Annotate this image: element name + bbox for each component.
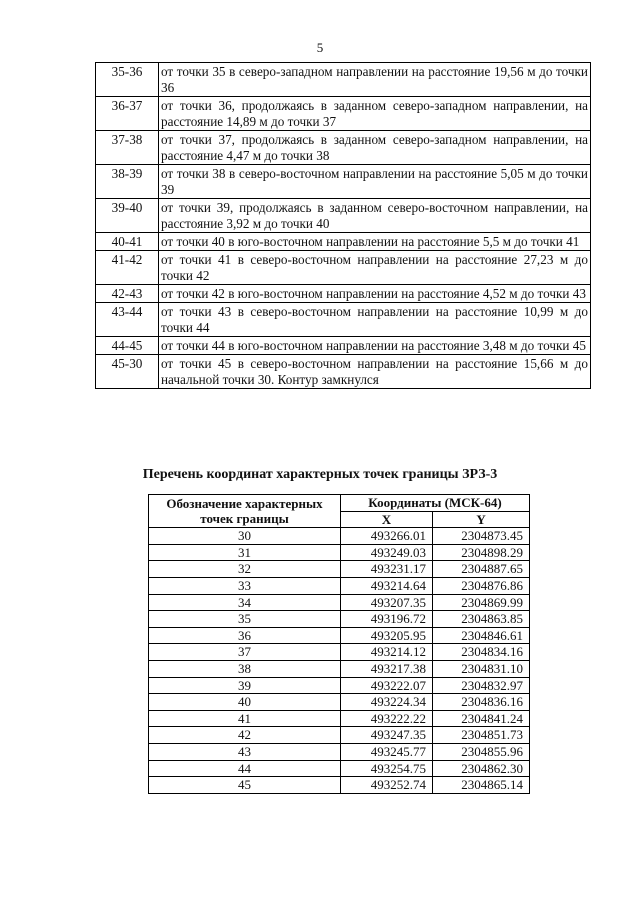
segment-row	[96, 165, 591, 199]
segment-id: 37-38	[96, 131, 159, 165]
y-value: 2304862.30	[433, 760, 530, 777]
segment-id: 44-45	[96, 337, 159, 355]
y-value: 2304855.96	[433, 743, 530, 760]
coordinates-table	[148, 494, 530, 794]
x-value: 493205.95	[341, 627, 433, 644]
x-value: 493252.74	[341, 777, 433, 794]
point-id: 38	[149, 660, 341, 677]
point-id: 35	[149, 611, 341, 628]
coordinate-row	[149, 727, 530, 744]
coordinate-row	[149, 544, 530, 561]
segment-description: от точки 35 в северо-западном направлении на расстояние 19,56 м до точки 36	[159, 63, 591, 97]
point-id: 40	[149, 694, 341, 711]
x-value: 493249.03	[341, 544, 433, 561]
x-value: 493217.38	[341, 660, 433, 677]
x-value: 493222.07	[341, 677, 433, 694]
x-value: 493196.72	[341, 611, 433, 628]
segment-id: 35-36	[96, 63, 159, 97]
y-value: 2304831.10	[433, 660, 530, 677]
coords-header: Координаты (МСК-64)	[341, 495, 530, 512]
segment-id: 36-37	[96, 97, 159, 131]
point-id: 30	[149, 528, 341, 545]
point-id: 36	[149, 627, 341, 644]
y-value: 2304873.45	[433, 528, 530, 545]
segments-body	[96, 63, 591, 389]
segment-row	[96, 131, 591, 165]
boundary-segments-table	[95, 62, 591, 389]
point-id: 37	[149, 644, 341, 661]
coordinate-row	[149, 677, 530, 694]
segment-description: от точки 43 в северо-восточном направлении на расстояние 10,99 м до точки 44	[159, 303, 591, 337]
segment-description: от точки 44 в юго-восточном направлении на расстояние 3,48 м до точки 45	[159, 337, 591, 355]
points-header: Обозначение характерных точек границы	[149, 495, 341, 528]
x-value: 493214.64	[341, 577, 433, 594]
coordinates-body	[149, 528, 530, 794]
coordinate-row	[149, 528, 530, 545]
segment-description: от точки 41 в северо-восточном направлении на расстояние 27,23 м до точки 42	[159, 251, 591, 285]
page-number: 5	[316, 40, 324, 55]
x-value: 493231.17	[341, 561, 433, 578]
point-id: 45	[149, 777, 341, 794]
y-value: 2304841.24	[433, 710, 530, 727]
coordinate-row	[149, 777, 530, 794]
coordinate-row	[149, 594, 530, 611]
segment-id: 43-44	[96, 303, 159, 337]
segment-description: от точки 38 в северо-восточном направлении на расстояние 5,05 м до точки 39	[159, 165, 591, 199]
x-value: 493247.35	[341, 727, 433, 744]
segment-id: 39-40	[96, 199, 159, 233]
segment-row	[96, 355, 591, 389]
segment-description: от точки 42 в юго-восточном направлении на расстояние 4,52 м до точки 43	[159, 285, 591, 303]
y-header: Y	[433, 511, 530, 528]
segment-row	[96, 63, 591, 97]
x-value: 493207.35	[341, 594, 433, 611]
x-value: 493224.34	[341, 694, 433, 711]
segment-row	[96, 199, 591, 233]
point-id: 42	[149, 727, 341, 744]
y-value: 2304834.16	[433, 644, 530, 661]
x-value: 493254.75	[341, 760, 433, 777]
point-id: 44	[149, 760, 341, 777]
y-value: 2304898.29	[433, 544, 530, 561]
point-id: 43	[149, 743, 341, 760]
x-value: 493266.01	[341, 528, 433, 545]
y-value: 2304863.85	[433, 611, 530, 628]
coordinate-row	[149, 644, 530, 661]
point-id: 33	[149, 577, 341, 594]
x-header: X	[341, 511, 433, 528]
segment-row	[96, 251, 591, 285]
coordinates-header	[149, 495, 530, 528]
y-value: 2304865.14	[433, 777, 530, 794]
point-id: 39	[149, 677, 341, 694]
segment-description: от точки 39, продолжаясь в заданном северо-восточном направлении, на расстояние 3,92 м до точки 40	[159, 199, 591, 233]
coordinate-row	[149, 710, 530, 727]
segment-id: 38-39	[96, 165, 159, 199]
segment-row	[96, 233, 591, 251]
segment-id: 45-30	[96, 355, 159, 389]
point-id: 34	[149, 594, 341, 611]
coordinate-row	[149, 561, 530, 578]
point-id: 31	[149, 544, 341, 561]
coordinate-row	[149, 743, 530, 760]
y-value: 2304887.65	[433, 561, 530, 578]
y-value: 2304846.61	[433, 627, 530, 644]
segment-description: от точки 36, продолжаясь в заданном северо-западном направлении, на расстояние 14,89 м до точки 37	[159, 97, 591, 131]
segment-row	[96, 337, 591, 355]
segment-description: от точки 45 в северо-восточном направлении на расстояние 15,66 м до начальной точки 30. Контур замкнулся	[159, 355, 591, 389]
coordinate-row	[149, 627, 530, 644]
segment-row	[96, 303, 591, 337]
segment-description: от точки 40 в юго-восточном направлении на расстояние 5,5 м до точки 41	[159, 233, 591, 251]
segment-row	[96, 285, 591, 303]
y-value: 2304832.97	[433, 677, 530, 694]
coordinate-row	[149, 577, 530, 594]
coordinates-title: Перечень координат характерных точек границы ЗРЗ-3	[142, 467, 498, 482]
y-value: 2304836.16	[433, 694, 530, 711]
x-value: 493214.12	[341, 644, 433, 661]
x-value: 493222.22	[341, 710, 433, 727]
segment-description: от точки 37, продолжаясь в заданном северо-западном направлении, на расстояние 4,47 м до точки 38	[159, 131, 591, 165]
coordinate-row	[149, 660, 530, 677]
segment-row	[96, 97, 591, 131]
coordinate-row	[149, 611, 530, 628]
y-value: 2304851.73	[433, 727, 530, 744]
y-value: 2304876.86	[433, 577, 530, 594]
point-id: 32	[149, 561, 341, 578]
coordinate-row	[149, 694, 530, 711]
segment-id: 40-41	[96, 233, 159, 251]
segment-id: 42-43	[96, 285, 159, 303]
point-id: 41	[149, 710, 341, 727]
y-value: 2304869.99	[433, 594, 530, 611]
coordinate-row	[149, 760, 530, 777]
segment-id: 41-42	[96, 251, 159, 285]
x-value: 493245.77	[341, 743, 433, 760]
